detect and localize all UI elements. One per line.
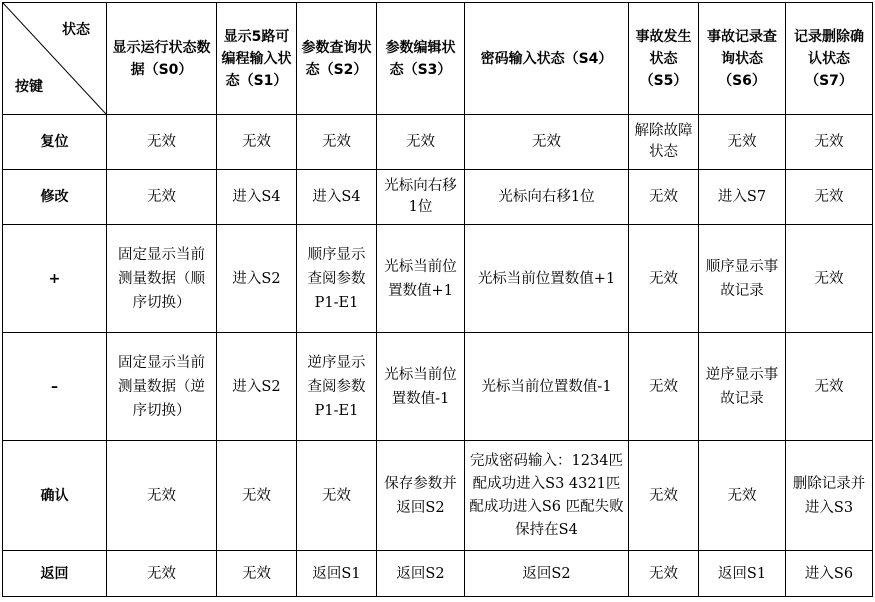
col-header-s3: 参数编辑状态（S3）	[377, 3, 465, 115]
table-cell: 无效	[629, 170, 699, 225]
table-row	[3, 441, 873, 551]
table-cell: 进入S7	[699, 170, 786, 225]
header-row	[3, 3, 873, 115]
row-key-back: 返回	[3, 551, 107, 597]
table-row	[3, 115, 873, 170]
col-header-s7: 记录删除确认状态（S7）	[786, 3, 873, 115]
table-cell: 逆序显示事故记录	[699, 333, 786, 441]
table-cell: 删除记录并进入S3	[786, 441, 873, 551]
state-key-table	[2, 2, 873, 597]
table-cell: 无效	[107, 441, 217, 551]
table-cell: 无效	[629, 225, 699, 333]
table-cell: 返回S2	[465, 551, 629, 597]
table-cell: 进入S2	[217, 333, 297, 441]
table-cell: 无效	[217, 441, 297, 551]
table-cell: 光标向右移1位	[377, 170, 465, 225]
table-cell: 返回S1	[297, 551, 377, 597]
corner-state-label: 状态	[62, 22, 90, 38]
table-cell: 逆序显示查阅参数P1-E1	[297, 333, 377, 441]
col-header-s5: 事故发生状态（S5）	[629, 3, 699, 115]
row-key-plus: +	[3, 225, 107, 333]
row-key-confirm: 确认	[3, 441, 107, 551]
table-cell: 光标当前位置数值+1	[465, 225, 629, 333]
col-header-s1: 显示5路可编程输入状态（S1）	[217, 3, 297, 115]
table-cell: 固定显示当前测量数据（顺序切换）	[107, 225, 217, 333]
table-cell: 无效	[629, 333, 699, 441]
table-cell: 无效	[629, 551, 699, 597]
table-cell: 解除故障状态	[629, 115, 699, 170]
table-cell: 无效	[107, 115, 217, 170]
table-cell: 进入S2	[217, 225, 297, 333]
table-cell: 返回S2	[377, 551, 465, 597]
table-cell: 无效	[699, 441, 786, 551]
table-cell: 无效	[786, 170, 873, 225]
table-cell: 保存参数并返回S2	[377, 441, 465, 551]
table-row	[3, 170, 873, 225]
table-cell: 进入S4	[297, 170, 377, 225]
table-cell: 无效	[107, 551, 217, 597]
table-cell: 光标向右移1位	[465, 170, 629, 225]
table-cell: 光标当前位置数值-1	[465, 333, 629, 441]
table-cell: 无效	[107, 170, 217, 225]
table-row	[3, 333, 873, 441]
corner-key-label: 按键	[15, 79, 43, 95]
table-cell: 顺序显示事故记录	[699, 225, 786, 333]
table-cell: 无效	[699, 115, 786, 170]
table-cell: 无效	[786, 115, 873, 170]
col-header-s2: 参数查询状态（S2）	[297, 3, 377, 115]
table-cell: 无效	[465, 115, 629, 170]
table-cell: 无效	[297, 441, 377, 551]
table-cell: 固定显示当前测量数据（逆序切换）	[107, 333, 217, 441]
table-cell: 进入S6	[786, 551, 873, 597]
table-row	[3, 225, 873, 333]
table-cell: 光标当前位置数值+1	[377, 225, 465, 333]
table-cell: 光标当前位置数值-1	[377, 333, 465, 441]
table-cell: 顺序显示查阅参数P1-E1	[297, 225, 377, 333]
table-row	[3, 551, 873, 597]
col-header-s4: 密码输入状态（S4）	[465, 3, 629, 115]
table-cell: 无效	[629, 441, 699, 551]
row-key-reset: 复位	[3, 115, 107, 170]
col-header-s6: 事故记录查询状态（S6）	[699, 3, 786, 115]
table-cell: 进入S4	[217, 170, 297, 225]
table-cell: 无效	[786, 225, 873, 333]
table-cell: 无效	[217, 551, 297, 597]
row-key-modify: 修改	[3, 170, 107, 225]
row-key-minus: –	[3, 333, 107, 441]
col-header-s0: 显示运行状态数据（S0）	[107, 3, 217, 115]
table-cell: 无效	[217, 115, 297, 170]
table-cell: 无效	[377, 115, 465, 170]
table-cell: 完成密码输入：1234匹配成功进入S3 4321匹配成功进入S6 匹配失败保持在S4	[465, 441, 629, 551]
table-cell: 返回S1	[699, 551, 786, 597]
corner-cell	[3, 3, 107, 115]
table-cell: 无效	[297, 115, 377, 170]
table-cell: 无效	[786, 333, 873, 441]
